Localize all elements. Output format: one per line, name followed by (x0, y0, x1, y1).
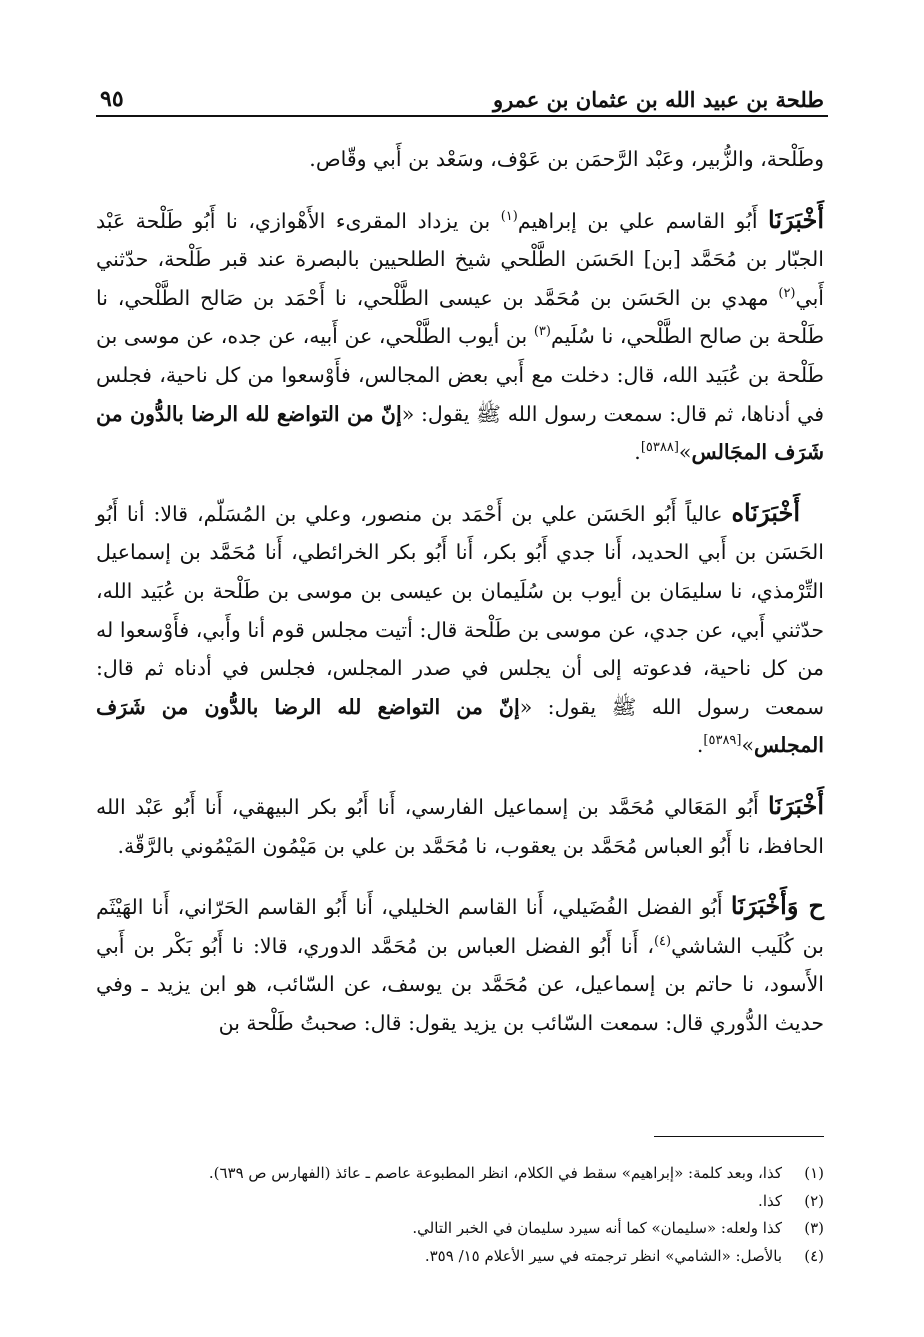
footnote-number: (٤) (804, 1246, 824, 1265)
paragraph-text: وطَلْحة، والزُّبير، وعَبْد الرَّحمَن بن عَوْف، وسَعْد بن أَبي وقّاص. (309, 147, 824, 171)
footnote-number: (١) (804, 1164, 824, 1182)
paragraph-text: أَبُو الفضل الفُضَيلي، أَنا القاسم الخليلي، أَنا أَبُو القاسم الحَرّاني، أَنا الهَيْثَم بن كُلَيب الشاشي (96, 895, 824, 958)
paragraph-text: ، أَنا أَبُو الفضل العباس بن مُحَمَّد الدوري، قالا: نا أَبُو بَكْر بن أَبي الأَسود، نا حاتم بن إسماعيل، عن مُحَمَّد بن يوسف، عن السّائب، هو ابن يزيد ـ وفي حديث الدُّوري قال: سمعت السّائب بن يزيد يقول: قال: صحبتُ طَلْحة بن (96, 933, 824, 1035)
footnote-marker: (٢) (778, 285, 796, 301)
narration-keyword: ح وَأَخْبَرَنَا (730, 891, 825, 921)
paragraph-5 (96, 887, 824, 1042)
footnote-text: كذا. (758, 1191, 782, 1210)
footnote-text: كذا ولعله: «سليمان» كما أنه سيرد سليمان في الخبر التالي. (412, 1219, 782, 1237)
page-number: ٩٥ (100, 86, 124, 112)
footnotes (100, 1160, 824, 1270)
footnote-number: (٢) (804, 1191, 824, 1210)
narration-keyword: أَخْبَرَنَاه (731, 497, 800, 527)
narration-keyword: أَخْبَرَنَا (768, 790, 824, 820)
page-header (100, 82, 824, 112)
footnote-number: (٣) (804, 1219, 824, 1237)
footnote-marker: (٣) (533, 324, 551, 340)
footnote-rule (654, 1136, 824, 1137)
footnote-marker: (٤) (653, 933, 672, 949)
hadith-text: إنّ من التواضع لله الرضا بالدُّون من شَرَف المجَالس (96, 401, 824, 465)
paragraph-text: أَبُو القاسم علي بن إبراهيم (517, 208, 769, 233)
paragraph-text: » (678, 440, 692, 465)
footnote-item (100, 1215, 824, 1243)
hadith-number: [٥٣٨٨] (640, 440, 679, 456)
narration-keyword: أَخْبَرَنَا (768, 204, 824, 234)
paragraph-text: . (696, 733, 704, 758)
footnote-marker: (١) (500, 208, 518, 224)
running-title: طلحة بن عبيد الله بن عثمان بن عمرو (492, 87, 824, 112)
main-text (96, 140, 824, 1064)
footnote-item (100, 1160, 824, 1188)
paragraph-text: أَبُو المَعَالي مُحَمَّد بن إسماعيل الفارسي، أَنا أَبُو بكر البيهقي، أَنا أَبُو عَبْد الله الحافظ، نا أَبُو العباس مُحَمَّد بن يعقوب، نا مُحَمَّد بن علي بن مَيْمُون المَيْمُوني بالرَّقّة. (96, 794, 824, 858)
paragraph-text: عالياً أَبُو الحَسَن علي بن أَحْمَد بن منصور، وعلي بن المُسَلّم، قالا: أنا أَبُو الحَسَن بن أَبي الحديد، أَنا جدي أَبُو بكر، أَنا أَبُو بكر الخرائطي، أَنا مُحَمَّد بن إسماعيل التِّرْمذي، نا سليمَان بن أيوب بن سُلَيمان بن عيسى بن موسى بن طَلْحة بن عُبَيد الله، حدّثني أَبي، عن جدي، عن موسى بن طَلْحة قال: أتيت مجلس قوم أنا وأَبي، فأَوْسعوا له من كل ناحية، فدعوته إلى أن يجلس في صدر المجلس، فجلس في أدناه ثم قال: سمعت رسول الله ﷺ يقول: « (96, 501, 824, 719)
paragraph-text: مهدي بن الحَسَن بن مُحَمَّد بن عيسى الطَّلْحي، نا أَحْمَد بن صَالح الطَّلْحي، نا طَلْحة بن صالح الطَّلْحي، نا سُلَيم (96, 285, 825, 349)
header-rule (96, 115, 828, 117)
paragraph-text: . (634, 440, 641, 465)
footnote-text: كذا، وبعد كلمة: «إبراهيم» سقط في الكلام، انظر المطبوعة عاصم ـ عائذ (الفهارس ص ٦٣٩). (208, 1164, 782, 1182)
paragraph-1 (96, 140, 824, 179)
hadith-text: إنّ من التواضع لله الرضا بالدُّون من شَرَف المجلس (96, 694, 824, 758)
paragraph-text: بن يزداد المقرىء الأَهْوازي، نا أَبُو طَلْحة عَبْد الجبّار بن مُحَمَّد [بن] الحَسَن الطَّلْحي شيخ الطلحيين بالبصرة عند قبر طَلْحة، حدّثني أَبي (96, 208, 824, 310)
paragraph-4 (96, 787, 824, 865)
footnote-item (100, 1243, 824, 1271)
paragraph-text: بن أيوب الطَّلْحي، عن أَبيه، عن جده، عن موسى بن طَلْحة بن عُبَيد الله، قال: دخلت مع أَبي بعض المجالس، فأَوْسعوا من كل ناحية، فجلس في أدناها، ثم قال: سمعت رسول الله ﷺ يقول: « (96, 324, 825, 426)
paragraph-2 (96, 201, 824, 472)
paragraph-3 (96, 494, 824, 765)
footnote-item (100, 1188, 824, 1216)
paragraph-text: » (741, 733, 755, 758)
footnote-text: بالأصل: «الشامي» انظر ترجمته في سير الأعلام ١٥/ ٣٥٩. (424, 1246, 782, 1265)
hadith-number: [٥٣٨٩] (703, 733, 742, 749)
